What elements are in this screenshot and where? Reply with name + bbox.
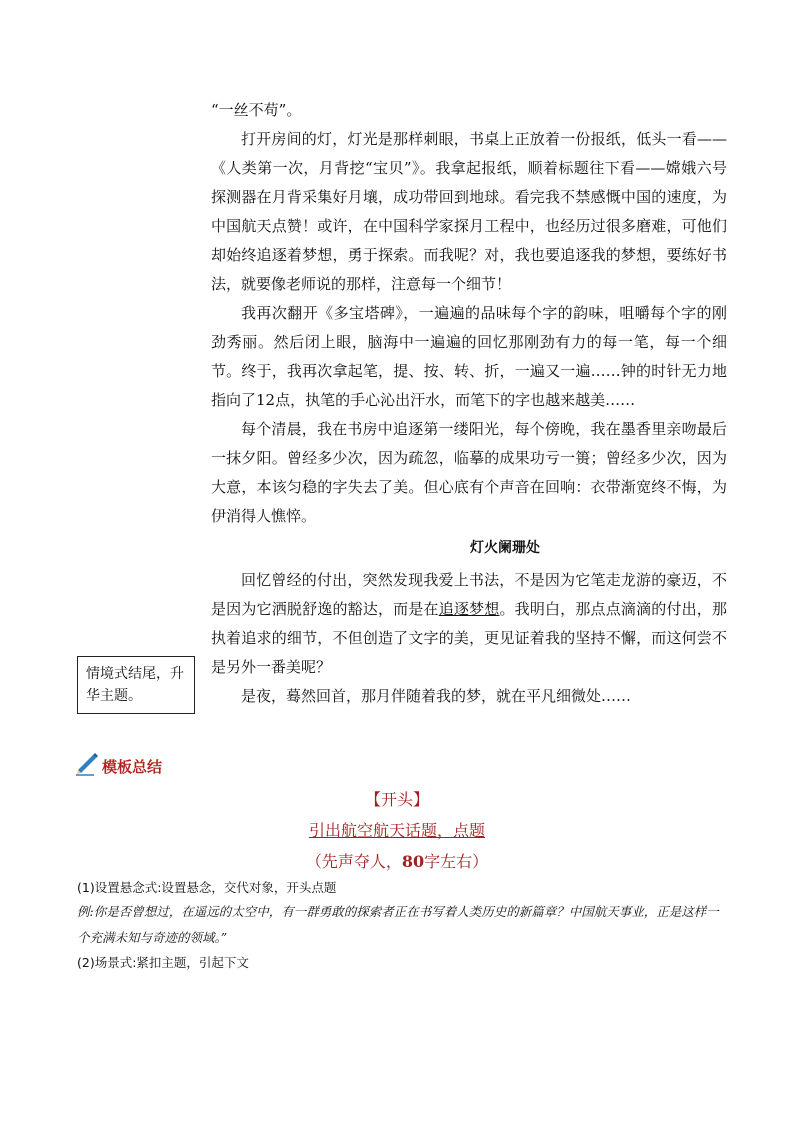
hint-suffix: 字左右）: [424, 852, 489, 871]
section-label: 【开头】: [364, 790, 429, 809]
topic-text: 引出航空航天话题，点题: [308, 821, 485, 840]
hint-number: 80: [401, 852, 425, 871]
essay-paragraph-5: 是夜，蓦然回首，那月伴随着我的梦，就在平凡细微处……: [241, 687, 632, 705]
paragraph-4-part-a: 回忆曾经的付出，突然发现我爱上书法，不是因为它笔走龙游的豪迈，不是因为它洒脱舒逸的豁达，而是在: [211, 571, 727, 618]
essay-paragraph-4: [211, 566, 727, 682]
summary-header: [74, 748, 162, 777]
topic-line: [0, 818, 794, 841]
essay-paragraph-1: 打开房间的灯，灯光是那样刺眼，书桌上正放着一份报纸，低头一看——《人类第一次，月背挖“宝贝”》。我拿起报纸，顺着标题往下看——嫦娥六号探测器在月背采集好月壤，成功带回到地球。看完我不禁感慨中国的速度，为中国航天点赞！或许，在中国科学家探月工程中，也经历过很多磨难，可他们却始终追逐着梦想，勇于探索。而我呢？对，我也要追逐我的梦想，要练好书法，就要像老师说的那样，注意每一个细节！: [211, 130, 727, 293]
item-scene: (2)场景式:紧扣主题，引起下文: [77, 955, 249, 970]
essay-paragraph-3: 每个清晨，我在书房中追逐第一缕阳光，每个傍晚，我在墨香里亲吻最后一抹夕阳。曾经多少次，因为疏忽，临摹的成果功亏一篑；曾经多少次，因为大意，本该匀稳的字失去了美。但心底有个声音在回响：衣带渐宽终不悔，为伊消得人憔悴。: [211, 420, 727, 525]
side-note-box: 情境式结尾，升华主题。: [77, 656, 195, 714]
template-items: [77, 876, 727, 974]
item-suspense: (1)设置悬念式:设置悬念，交代对象，开头点题: [77, 880, 337, 895]
paragraph-4-part-b: 。我明白，那点点滴滴的付出，那执着追求的细节，不但创造了文字的美，更见证着我的坚持不懈，而这何尝不是另外一番美呢？: [211, 600, 727, 676]
summary-title: 模板总结: [102, 758, 163, 776]
essay-subheading: 灯火阑珊处: [470, 540, 540, 556]
hint-line: [0, 849, 794, 872]
hint-prefix: （先声夺人，: [305, 852, 402, 871]
pencil-icon: [74, 750, 100, 776]
essay-paragraph-2: 我再次翻开《多宝塔碑》，一遍遍的品味每个字的韵味，咀嚼每个字的刚劲秀丽。然后闭上眼，脑海中一遍遍的回忆那刚劲有力的每一笔，每一个细节。终于，我再次拿起笔，提、按、转、折，一遍又一遍……钟的时针无力地指向了12点，执笔的手心沁出汗水，而笔下的字也越来越美……: [211, 304, 727, 409]
essay-body: [211, 96, 727, 711]
essay-paragraph-0: “一丝不苟”。: [211, 101, 302, 119]
example-suspense: 例:你是否曾想过，在遥远的太空中，有一群勇敢的探索者正在书写着人类历史的新篇章？中国航天事业，正是这样一个充满未知与奇迹的领域。”: [77, 904, 719, 945]
underlined-phrase: 追逐梦想: [438, 600, 500, 618]
